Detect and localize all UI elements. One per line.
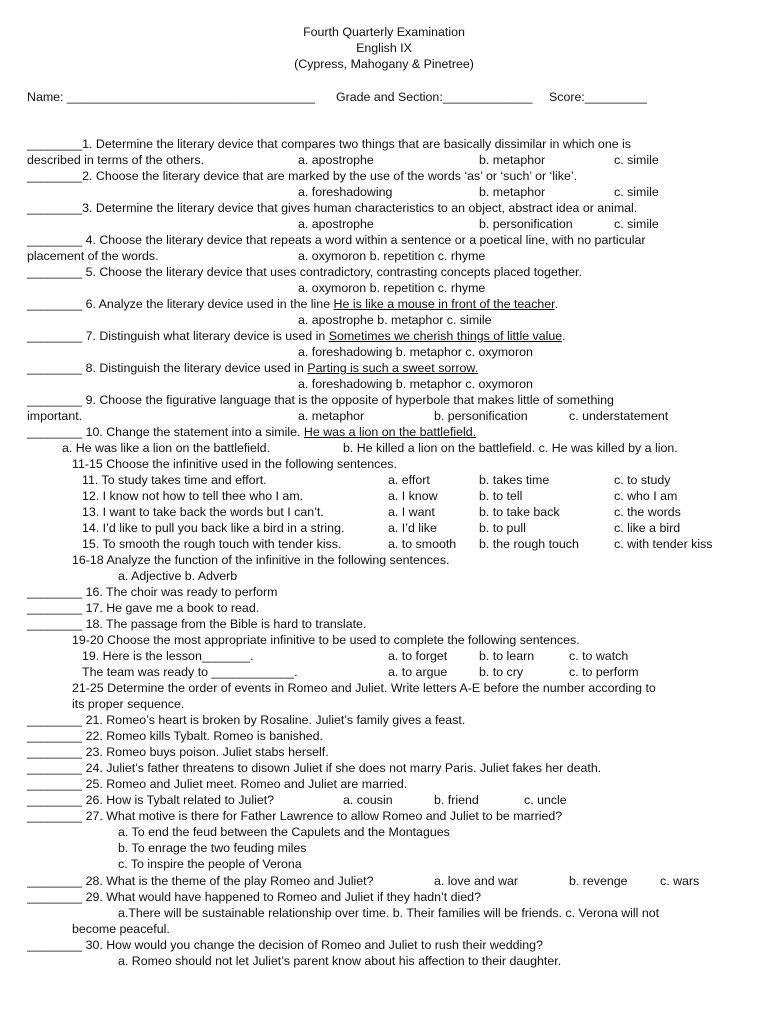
option-a: a. Romeo should not let Juliet’s parent know about his affection to their daughter.	[118, 954, 562, 968]
option-a: a. He was like a lion on the battlefield.	[62, 441, 271, 455]
student-info-row	[27, 89, 748, 105]
question-8	[27, 360, 748, 376]
option-c: c. uncle	[524, 793, 567, 807]
underlined-line: Parting is such a sweet sorrow.	[307, 361, 479, 375]
option-c: c. simile	[614, 217, 659, 231]
question-text: 11. To study takes time and effort.	[82, 473, 267, 487]
option-c: c. understatement	[569, 409, 669, 423]
question-text: The team was ready to ____________.	[82, 665, 298, 679]
option-c: c. with tender kiss	[614, 537, 713, 551]
question-14	[27, 520, 748, 536]
question-1-options	[27, 152, 748, 168]
option-b: b. to learn	[479, 649, 535, 663]
question-27-option-b	[27, 840, 748, 856]
question-29-options-cont	[27, 921, 748, 937]
question-5-options	[27, 280, 748, 296]
options: a.There will be sustainable relationship over time. b. Their families will be friends. c. Verona will not	[118, 906, 660, 920]
option-a: a. effort	[388, 473, 430, 487]
question-18: ________ 18. The passage from the Bible is hard to translate.	[27, 617, 367, 631]
question-10-options	[27, 440, 748, 456]
option-a: a. apostrophe	[298, 153, 374, 167]
question-10	[27, 424, 748, 440]
section-heading: 16-18 Analyze the function of the infinitive in the following sentences.	[72, 553, 450, 567]
options: a. oxymoron b. repetition c. rhyme	[298, 281, 486, 295]
option-b: b. takes time	[479, 473, 550, 487]
question-4-options	[27, 248, 748, 264]
exam-sections: (Cypress, Mahogany & Pinetree)	[294, 57, 474, 71]
question-4-text-cont: placement of the words.	[27, 249, 159, 263]
question-2: ________2. Choose the literary device that are marked by the use of the words ‘as’ or ‘such’ or ‘like’.	[27, 169, 578, 183]
option-b: b. friend	[434, 793, 479, 807]
options: a. foreshadowing b. metaphor c. oxymoron	[298, 377, 533, 391]
question-19	[27, 648, 748, 664]
question-27-option-a	[27, 824, 748, 840]
option-b: b. personification	[479, 217, 573, 231]
exam-subject: English IX	[356, 41, 412, 55]
question-30: ________ 30. How would you change the decision of Romeo and Juliet to rush their wedding?	[27, 938, 543, 952]
option-b-c: b. He killed a lion on the battlefield. c. He was killed by a lion.	[343, 441, 678, 455]
question-8-text: ________ 8. Distinguish the literary device used in	[27, 361, 308, 375]
section-order-cont	[27, 696, 748, 712]
question-3-options	[27, 216, 748, 232]
period: .	[554, 297, 559, 311]
question-8-options	[27, 376, 748, 392]
question-16: ________ 16. The choir was ready to perform	[27, 585, 278, 599]
name-field: Name: ____________________________________	[27, 90, 316, 104]
option-a: a. I know	[388, 489, 438, 503]
option-c: c. like a bird	[614, 521, 681, 535]
option-c: c. to watch	[569, 649, 629, 663]
option-a: a. to smooth	[388, 537, 457, 551]
option-a: a. to argue	[388, 665, 448, 679]
grade-section-field: Grade and Section:_____________	[336, 90, 533, 104]
question-text: 13. I want to take back the words but I can’t.	[82, 505, 324, 519]
question-27-option-c	[27, 856, 748, 872]
underlined-line: He is like a mouse in front of the teacher	[333, 297, 555, 311]
question-7-options	[27, 344, 748, 360]
option-a: a. I’d like	[388, 521, 437, 535]
options: a. foreshadowing b. metaphor c. oxymoron	[298, 345, 533, 359]
options: a. Adjective b. Adverb	[118, 569, 238, 583]
option-a: a. foreshadowing	[298, 185, 393, 199]
underlined-line: Sometimes we cherish things of little value	[328, 329, 563, 343]
option-c: c. simile	[614, 185, 659, 199]
option-b: b. personification	[434, 409, 528, 423]
question-3: ________3. Determine the literary device that gives human characteristics to an object, abstract idea or animal.	[27, 201, 638, 215]
section-appropriate	[27, 632, 748, 648]
option-b: b. to pull	[479, 521, 526, 535]
question-26	[27, 792, 748, 808]
question-6-options	[27, 312, 748, 328]
question-5: ________ 5. Choose the literary device that uses contradictory, contrasting concepts placed together.	[27, 265, 582, 279]
option-a: a. love and war	[434, 874, 519, 888]
underlined-line: He was a lion on the battlefield.	[303, 425, 477, 439]
option-c: c. To inspire the people of Verona	[118, 857, 302, 871]
section-infinitive	[27, 456, 748, 472]
question-15	[27, 536, 748, 552]
question-29: ________ 29. What would have happened to Romeo and Juliet if they hadn’t died?	[27, 890, 481, 904]
question-text: 19. Here is the lesson_______.	[82, 649, 254, 663]
question-2-options	[27, 184, 748, 200]
period: .	[562, 329, 566, 343]
option-a: a. apostrophe	[298, 217, 374, 231]
option-c: c. the words	[614, 505, 681, 519]
question-6-text: ________ 6. Analyze the literary device used in the line	[27, 297, 334, 311]
question-7	[27, 328, 748, 344]
question-9-options	[27, 408, 748, 424]
option-b: b. metaphor	[479, 153, 546, 167]
question-6	[27, 296, 748, 312]
section-heading: 21-25 Determine the order of events in Romeo and Juliet. Write letters A-E before the number according to	[72, 681, 656, 695]
question-28	[27, 873, 748, 889]
option-c: c. to study	[614, 473, 671, 487]
section-order	[27, 680, 748, 696]
question-17: ________ 17. He gave me a book to read.	[27, 601, 260, 615]
option-b: b. to tell	[479, 489, 523, 503]
option-c: c. who I am	[614, 489, 678, 503]
question-25: ________ 25. Romeo and Juliet meet. Romeo and Juliet are married.	[27, 777, 408, 791]
question-text: 15. To smooth the rough touch with tender kiss.	[82, 537, 342, 551]
option-b: b. the rough touch	[479, 537, 579, 551]
option-a: a. To end the feud between the Capulets and the Montagues	[118, 825, 450, 839]
options: a. oxymoron b. repetition c. rhyme	[298, 249, 486, 263]
question-text: ________ 28. What is the theme of the play Romeo and Juliet?	[27, 874, 374, 888]
question-1-text-cont: described in terms of the others.	[27, 153, 204, 167]
question-22: ________ 22. Romeo kills Tybalt. Romeo is banished.	[27, 729, 323, 743]
question-30-option-a	[27, 953, 748, 969]
question-text: 12. I know not how to tell thee who I am.	[82, 489, 304, 503]
option-b: b. To enrage the two feuding miles	[118, 841, 307, 855]
question-13	[27, 504, 748, 520]
question-10-text: ________ 10. Change the statement into a simile.	[27, 425, 304, 439]
question-24: ________ 24. Juliet’s father threatens to disown Juliet if she does not marry Paris. Juliet fakes her death.	[27, 761, 602, 775]
option-b: b. to cry	[479, 665, 524, 679]
question-21: ________ 21. Romeo’s heart is broken by Rosaline. Juliet’s family gives a feast.	[27, 713, 466, 727]
options: a. apostrophe b. metaphor c. simile	[298, 313, 492, 327]
question-12	[27, 488, 748, 504]
option-b: b. revenge	[569, 874, 628, 888]
section-heading-cont: its proper sequence.	[72, 697, 185, 711]
question-4: ________ 4. Choose the literary device that repeats a word within a sentence or a poetical line, with no particular	[27, 233, 646, 247]
option-b: b. to take back	[479, 505, 560, 519]
options-cont: become peaceful.	[72, 922, 170, 936]
question-9-text-cont: important.	[27, 409, 83, 423]
option-c: c. wars	[660, 874, 700, 888]
exam-title: Fourth Quarterly Examination	[303, 25, 465, 39]
question-9: ________ 9. Choose the figurative language that is the opposite of hyperbole that makes little of something	[27, 393, 614, 407]
function-options	[27, 568, 748, 584]
question-7-text: ________ 7. Distinguish what literary device is used in	[27, 329, 329, 343]
option-a: a. to forget	[388, 649, 448, 663]
question-11	[27, 472, 748, 488]
section-heading: 11-15 Choose the infinitive used in the following sentences.	[72, 457, 397, 471]
question-1: ________1. Determine the literary device that compares two things that are basically dissimilar in which one is	[27, 137, 632, 151]
option-c: c. to perform	[569, 665, 639, 679]
question-27: ________ 27. What motive is there for Father Lawrence to allow Romeo and Juliet to be married?	[27, 809, 563, 823]
question-29-options	[27, 905, 748, 921]
option-c: c. simile	[614, 153, 659, 167]
section-heading: 19-20 Choose the most appropriate infinitive to be used to complete the following sentences.	[72, 633, 580, 647]
section-function	[27, 552, 748, 568]
question-20	[27, 664, 748, 680]
question-23: ________ 23. Romeo buys poison. Juliet stabs herself.	[27, 745, 329, 759]
question-text: ________ 26. How is Tybalt related to Juliet?	[27, 793, 275, 807]
option-a: a. I want	[388, 505, 435, 519]
option-b: b. metaphor	[479, 185, 546, 199]
question-text: 14. I’d like to pull you back like a bird in a string.	[82, 521, 345, 535]
score-field: Score:_________	[549, 90, 647, 104]
option-a: a. cousin	[343, 793, 393, 807]
option-a: a. metaphor	[298, 409, 365, 423]
